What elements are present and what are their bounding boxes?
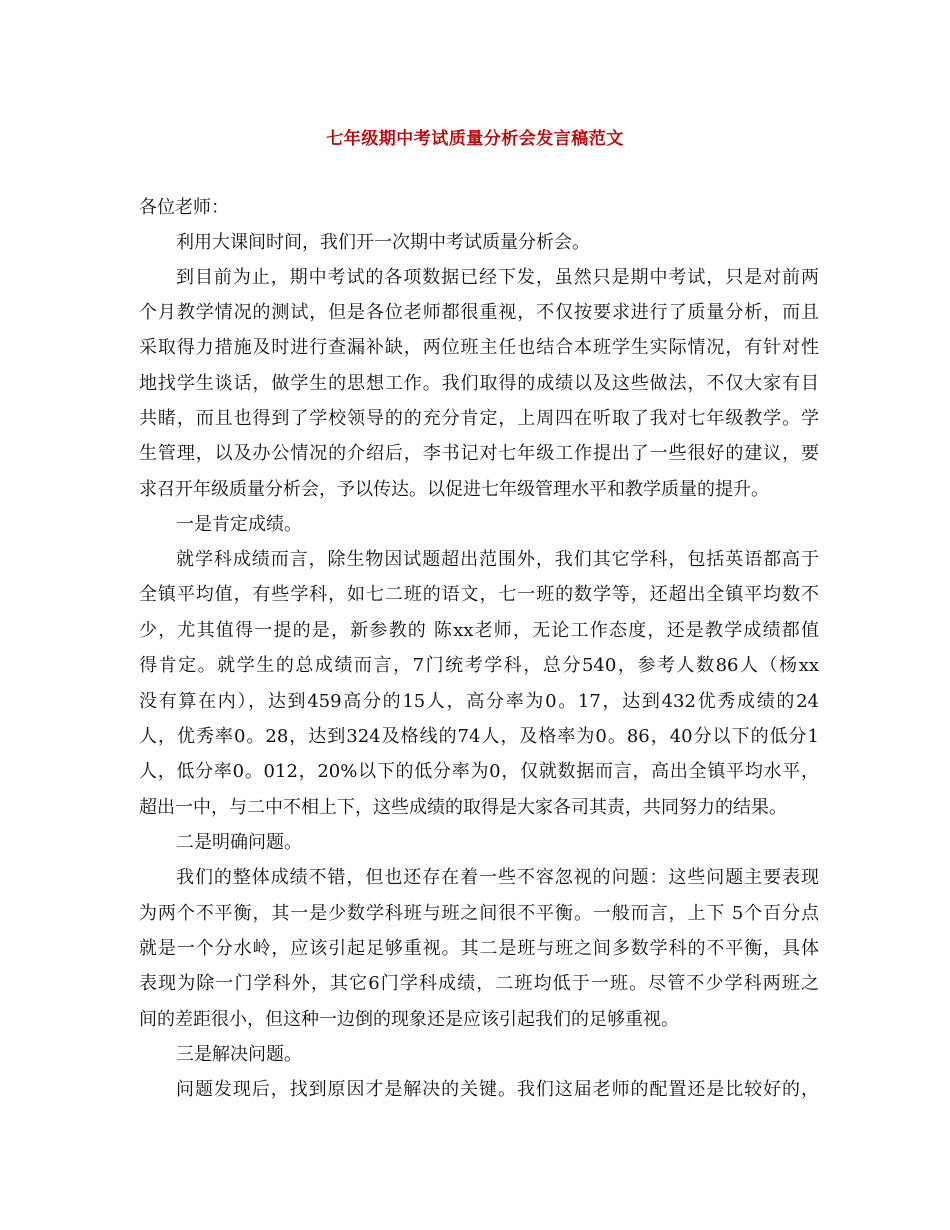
paragraph-line: 利用大课间时间，我们开一次期中考试质量分析会。 — [176, 232, 590, 253]
paragraph-line: 表现为除一门学科外，其它6门学科成绩，二班均低于一班。尽管不少学科两班之 — [139, 973, 819, 994]
paragraph-line: 少，尤其值得一提的是，新参教的 陈xx老师，无论工作态度，还是教学成绩都值 — [139, 620, 819, 641]
paragraph-line: 共睹，而且也得到了学校领导的的充分肯定，上周四在听取了我对七年级教学。学 — [139, 408, 819, 429]
paragraph-line: 就学科成绩而言，除生物因试题超出范围外，我们其它学科，包括英语都高于 — [176, 549, 819, 570]
paragraph-line: 地找学生谈话，做学生的思想工作。我们取得的成绩以及这些做法，不仅大家有目 — [139, 373, 819, 394]
paragraph-line: 没有算在内），达到459高分的15人，高分率为0。17，达到432优秀成绩的24 — [139, 691, 819, 712]
paragraph-line: 求召开年级质量分析会，予以传达。以促进七年级管理水平和教学质量的提升。 — [139, 479, 769, 500]
paragraph-line: 生管理，以及办公情况的介绍后，李书记对七年级工作提出了一些很好的建议，要 — [139, 443, 819, 464]
paragraph-line: 为两个不平衡，其一是少数学科班与班之间很不平衡。一般而言，上下 5个百分点 — [139, 903, 819, 924]
paragraph-line: 得肯定。就学生的总成绩而言，7门统考学科，总分540，参考人数86人（杨xx — [139, 655, 819, 676]
paragraph-line: 我们的整体成绩不错，但也还存在着一些不容忽视的问题：这些问题主要表现 — [176, 867, 819, 888]
paragraph-line: 人，优秀率0。28，达到324及格线的74人，及格率为0。86，40分以下的低分1 — [139, 726, 819, 747]
paragraph-line: 间的差距很小，但这种一边倒的现象还是应该引起我们的足够重视。 — [139, 1009, 679, 1030]
paragraph-line: 超出一中，与二中不相上下，这些成绩的取得是大家各司其责，共同努力的结果。 — [139, 797, 787, 818]
section-heading: 二是明确问题。 — [176, 832, 302, 853]
section-heading: 三是解决问题。 — [176, 1044, 302, 1065]
paragraph-line: 就是一个分水岭，应该引起足够重视。其二是班与班之间多数学科的不平衡，具体 — [139, 938, 819, 959]
section-heading: 一是肯定成绩。 — [176, 514, 302, 535]
document-title: 七年级期中考试质量分析会发言稿范文 — [326, 129, 624, 149]
greeting-line: 各位老师： — [139, 197, 229, 218]
paragraph-line: 问题发现后，找到原因才是解决的关键。我们这届老师的配置还是比较好的， — [176, 1079, 819, 1100]
paragraph-line: 到目前为止，期中考试的各项数据已经下发，虽然只是期中考试，只是对前两 — [176, 267, 819, 288]
paragraph-line: 人，低分率0。012，20%以下的低分率为0，仅就数据而言，高出全镇平均水平， — [139, 761, 819, 782]
paragraph-line: 全镇平均值，有些学科，如七二班的语文，七一班的数学等，还超出全镇平均数不 — [139, 584, 819, 605]
paragraph-line: 个月教学情况的测试，但是各位老师都很重视，不仅按要求进行了质量分析，而且 — [139, 302, 819, 323]
paragraph-line: 采取得力措施及时进行查漏补缺，两位班主任也结合本班学生实际情况，有针对性 — [139, 337, 819, 358]
